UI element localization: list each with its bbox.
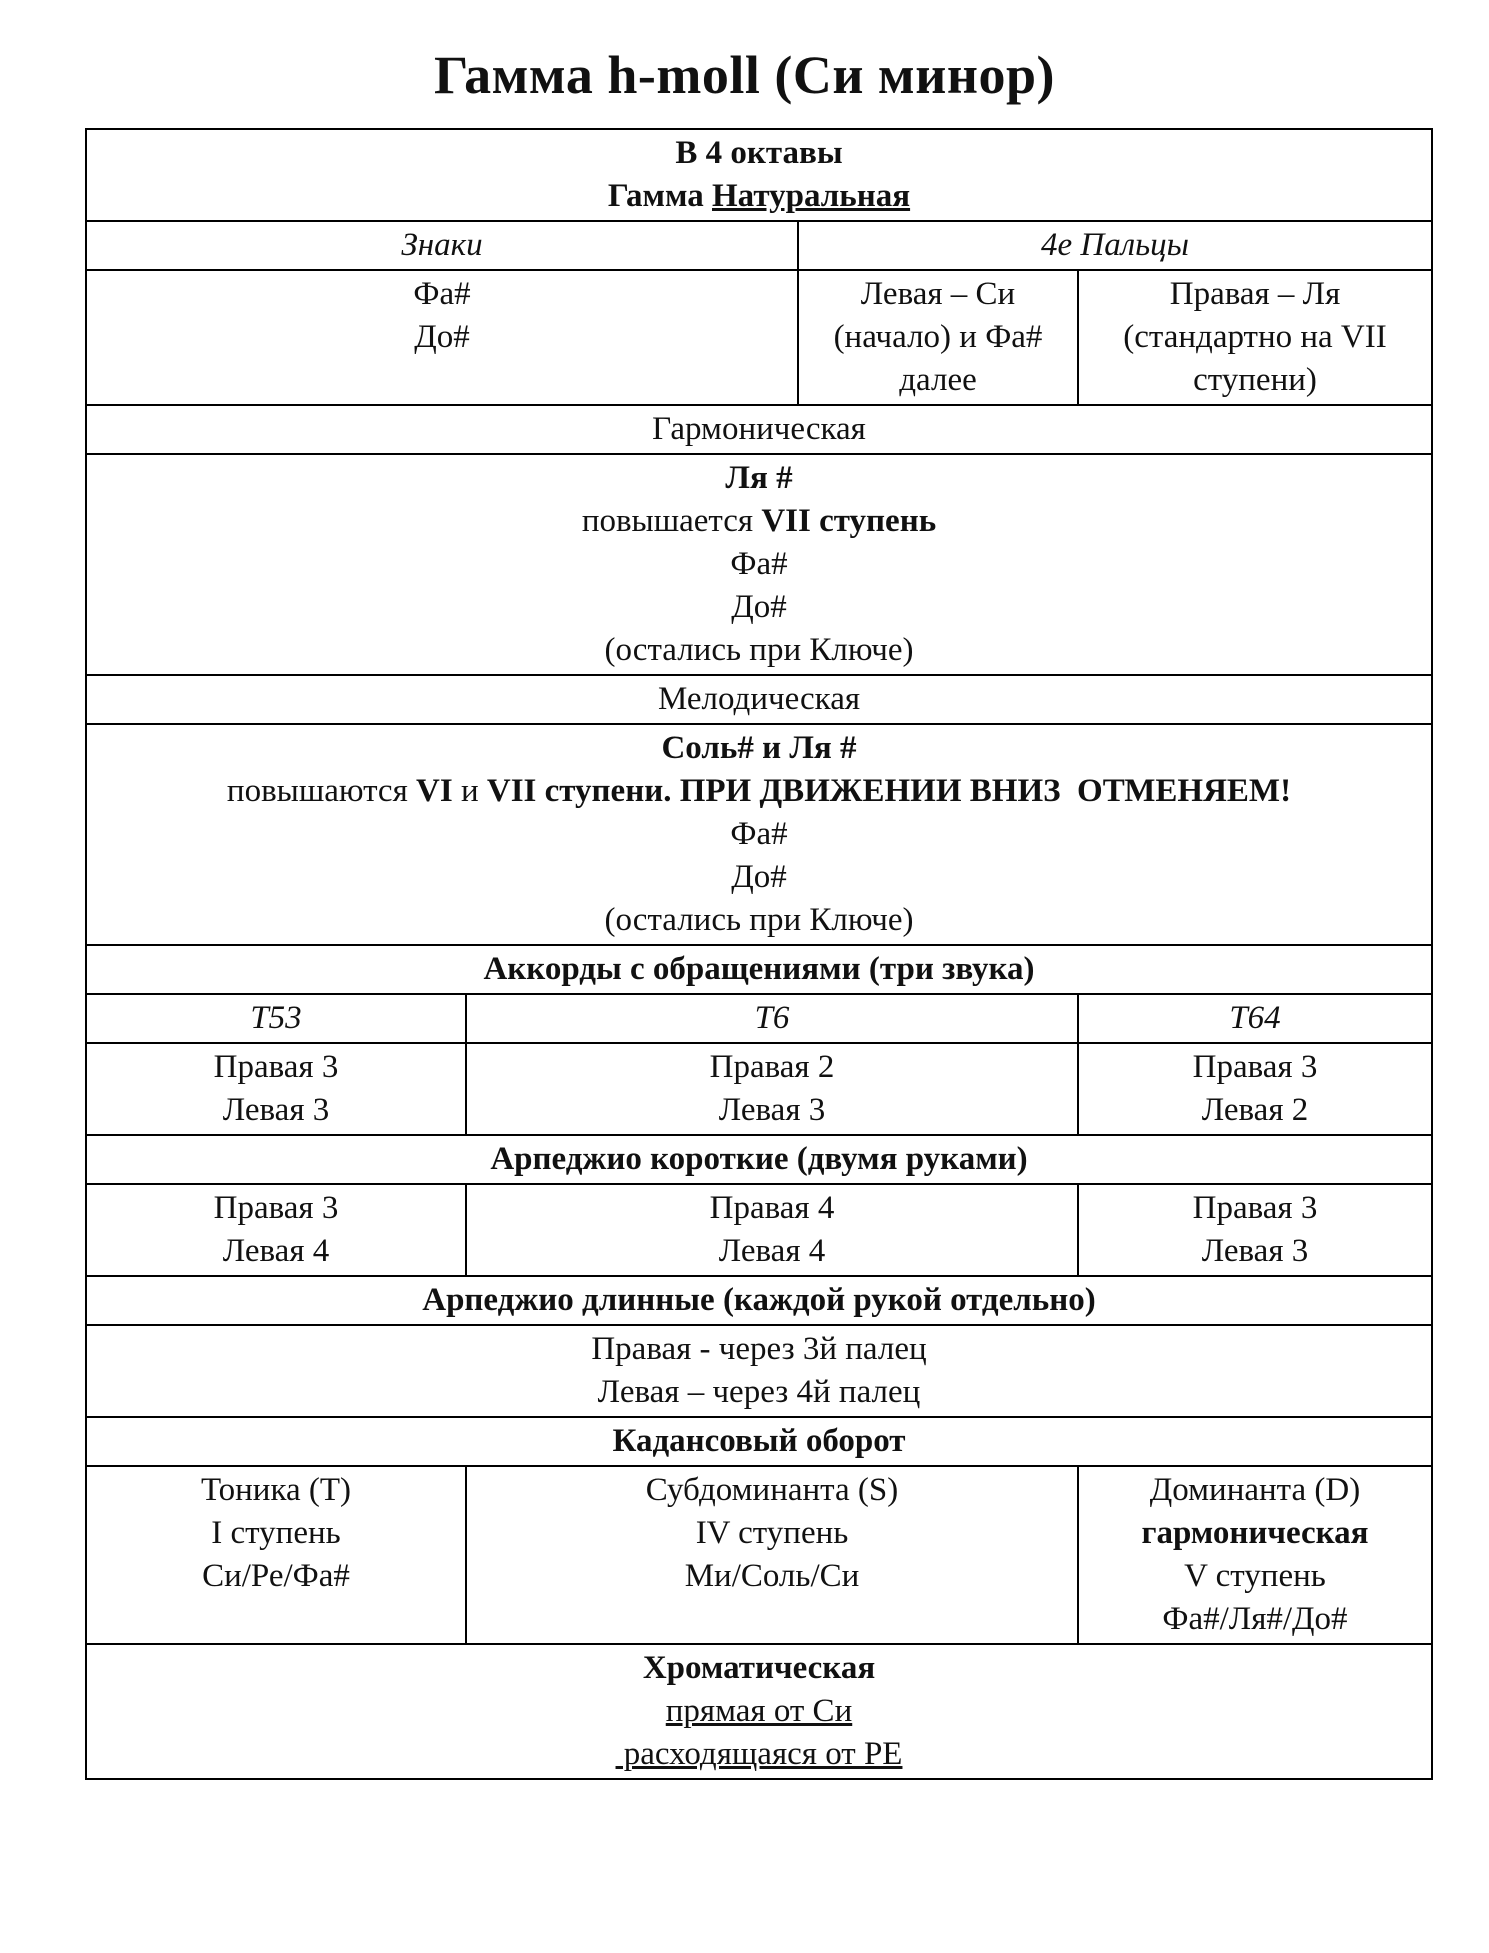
harmonic-body-row (87, 453, 1431, 674)
chord-t53-header: Т53 (250, 1000, 302, 1036)
natural-values-row (87, 269, 1431, 404)
arpeggio-short-fingers-row (87, 1183, 1431, 1275)
chromatic-body (87, 1645, 1431, 1778)
melodic-header: Мелодическая (657, 681, 861, 717)
chords-fingers-row (87, 1042, 1431, 1134)
cadence-subdominant: Субдоминанта (S) IV ступень Ми/Соль/Си (465, 1467, 1077, 1643)
harmonic-body: Ля # повышается VII ступень Фа# До# (остались при Ключе) (87, 455, 1431, 674)
signs-header: Знаки (401, 227, 483, 263)
cadence-header-row (87, 1416, 1431, 1465)
fingers-header: 4е Пальцы (797, 222, 1431, 269)
harmonic-raised-note: Ля # (725, 460, 793, 496)
natural-header-row (87, 130, 1431, 220)
harmonic-header-row (87, 404, 1431, 453)
chords-header: Аккорды с обращениями (три звука) (483, 951, 1035, 987)
arpeggio-short-col1: Правая 3 Левая 4 (213, 1190, 339, 1269)
arpeggio-long-header-row (87, 1275, 1431, 1324)
sign-c-sharp: До# (414, 319, 470, 355)
chord-t64-header: Т64 (1077, 995, 1431, 1042)
chord-t6-header: Т6 (465, 995, 1077, 1042)
chromatic-header: Хроматическая (642, 1650, 876, 1686)
arpeggio-short-col2: Правая 4 Левая 4 (465, 1185, 1077, 1275)
arpeggio-short-header: Арпеджио короткие (двумя руками) (490, 1141, 1028, 1177)
sign-f-sharp: Фа# (413, 276, 471, 312)
chord-t64-fingers: Правая 3 Левая 2 (1077, 1044, 1431, 1134)
cadence-body-row (87, 1465, 1431, 1643)
melodic-body: Соль# и Ля # повышаются VI и VII ступени. ПРИ ДВИЖЕНИИ ВНИЗ ОТМЕНЯЕМ! Фа# До# (остались при Ключе) (87, 725, 1431, 944)
arpeggio-long-body-row (87, 1324, 1431, 1416)
left-fingers-cell: Левая – Си (начало) и Фа# далее (797, 271, 1077, 404)
arpeggio-short-header-row (87, 1134, 1431, 1183)
cadence-header: Кадансовый оборот (612, 1423, 906, 1459)
melodic-raised-notes: Соль# и Ля # (661, 730, 857, 766)
melodic-header-row (87, 674, 1431, 723)
chromatic-row (87, 1643, 1431, 1778)
right-fingers-cell: Правая – Ля (стандартно на VII ступени) (1077, 271, 1431, 404)
scale-prefix: Гамма (607, 178, 704, 214)
natural-signs-cell (87, 271, 797, 404)
chords-columns-row (87, 993, 1431, 1042)
arpeggio-short-col3: Правая 3 Левая 3 (1077, 1185, 1431, 1275)
arpeggio-long-body: Правая - через 3й палец Левая – через 4й палец (591, 1331, 927, 1410)
page-title: Гамма h-moll (Си минор) (434, 45, 1055, 105)
natural-subheader-row (87, 220, 1431, 269)
cadence-dominant: Доминанта (D) гармоническая V ступень Фа#/Ля#/До# (1077, 1467, 1431, 1643)
scale-table (85, 128, 1433, 1780)
melodic-body-row (87, 723, 1431, 944)
chromatic-line2: расходящаяся от РЕ (615, 1736, 903, 1772)
scale-type-natural: Натуральная (712, 178, 911, 214)
chromatic-line1: прямая от Си (665, 1693, 853, 1729)
arpeggio-long-header: Арпеджио длинные (каждой рукой отдельно) (422, 1282, 1096, 1318)
chord-t6-fingers: Правая 2 Левая 3 (465, 1044, 1077, 1134)
cadence-tonic: Тоника (Т) I ступень Си/Ре/Фа# (200, 1472, 352, 1594)
chord-t53-fingers: Правая 3 Левая 3 (213, 1049, 339, 1128)
harmonic-header: Гармоническая (652, 411, 866, 447)
chords-header-row (87, 944, 1431, 993)
octaves-label: В 4 октавы (675, 135, 843, 171)
